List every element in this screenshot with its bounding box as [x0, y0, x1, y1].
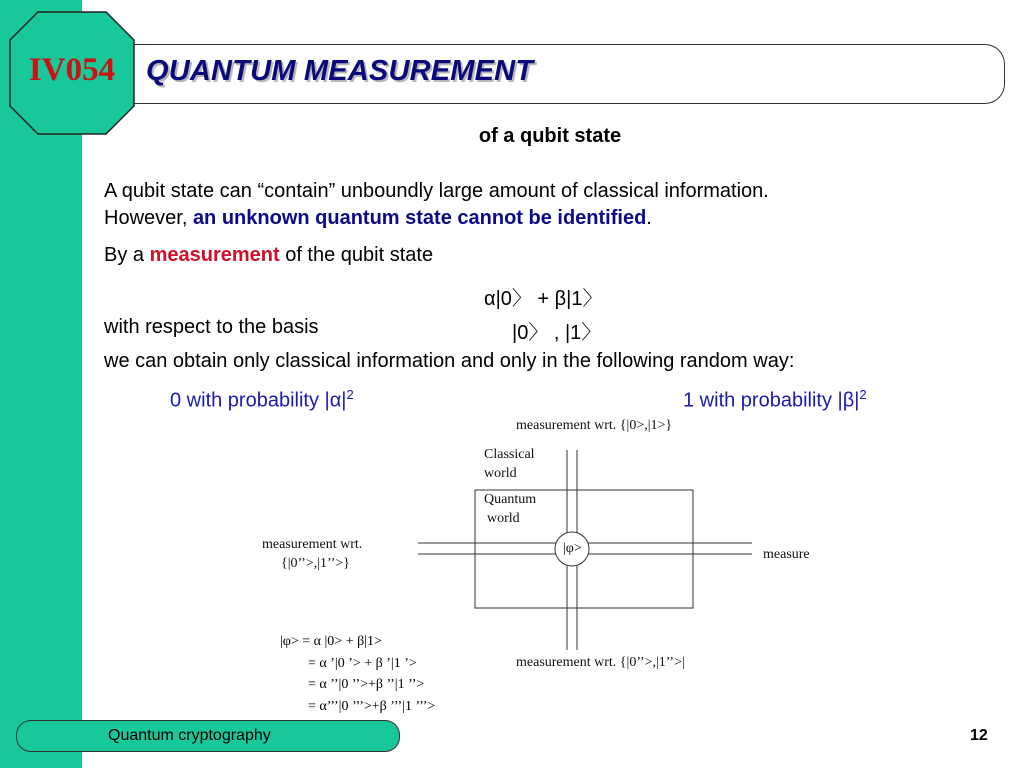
- outcome-1-text: 1 with probability |β|: [683, 389, 860, 412]
- body-line-1: A qubit state can “contain” unboundly large amount of classical information.: [104, 180, 769, 202]
- left-measurement-label-1: measurement wrt.: [262, 537, 363, 552]
- classical-label-1: Classical: [484, 447, 535, 462]
- equation-line-3: = α ’’|0 ’’>+β ’’|1 ’’>: [308, 677, 425, 692]
- course-code: IV054: [28, 52, 116, 88]
- equation-line-2: = α ’|0 ’> + β ’|1 ’>: [308, 656, 417, 671]
- right-measure-label: measure: [763, 547, 810, 562]
- outcome-0-text: 0 with probability |α|: [170, 389, 347, 412]
- footer-label: Quantum cryptography: [108, 727, 271, 744]
- outcome-1-exponent: 2: [859, 387, 867, 402]
- outcome-0-exponent: 2: [346, 387, 354, 402]
- top-measurement-label: measurement wrt. {|0>,|1>}: [516, 418, 673, 433]
- body-line-3-prefix: By a: [104, 244, 150, 266]
- equation-line-1: |φ> = α |0> + β|1>: [280, 634, 382, 649]
- body-line-2-suffix: .: [646, 207, 652, 229]
- unknown-state-highlight: an unknown quantum state cannot be identified: [192, 207, 647, 229]
- body-line-random: we can obtain only classical information and only in the following random way:: [104, 350, 795, 372]
- left-measurement-label-2: {|0’’>,|1’’>}: [281, 556, 350, 571]
- equation-line-4: = α’’’|0 ’’’>+β ’’’|1 ’’’>: [308, 699, 436, 714]
- body-line-2-prefix: However,: [104, 207, 193, 229]
- basis-value: |0〉 , |1〉: [512, 322, 602, 344]
- quantum-label-2: world: [487, 511, 520, 526]
- center-state-label: |φ>: [563, 541, 582, 556]
- quantum-label-1: Quantum: [484, 492, 537, 507]
- subtitle: of a qubit state: [478, 125, 622, 147]
- measurement-highlight: measurement: [149, 244, 280, 266]
- body-line-3-suffix: of the qubit state: [279, 244, 434, 266]
- page-number: 12: [970, 727, 988, 744]
- state-expression: α|0〉 + β|1〉: [484, 288, 603, 310]
- basis-label: with respect to the basis: [104, 316, 319, 338]
- bottom-measurement-label: measurement wrt. {|0’’>,|1’’>|: [516, 655, 685, 670]
- page-title: QUANTUM MEASUREMENT: [146, 55, 534, 87]
- classical-label-2: world: [484, 466, 517, 481]
